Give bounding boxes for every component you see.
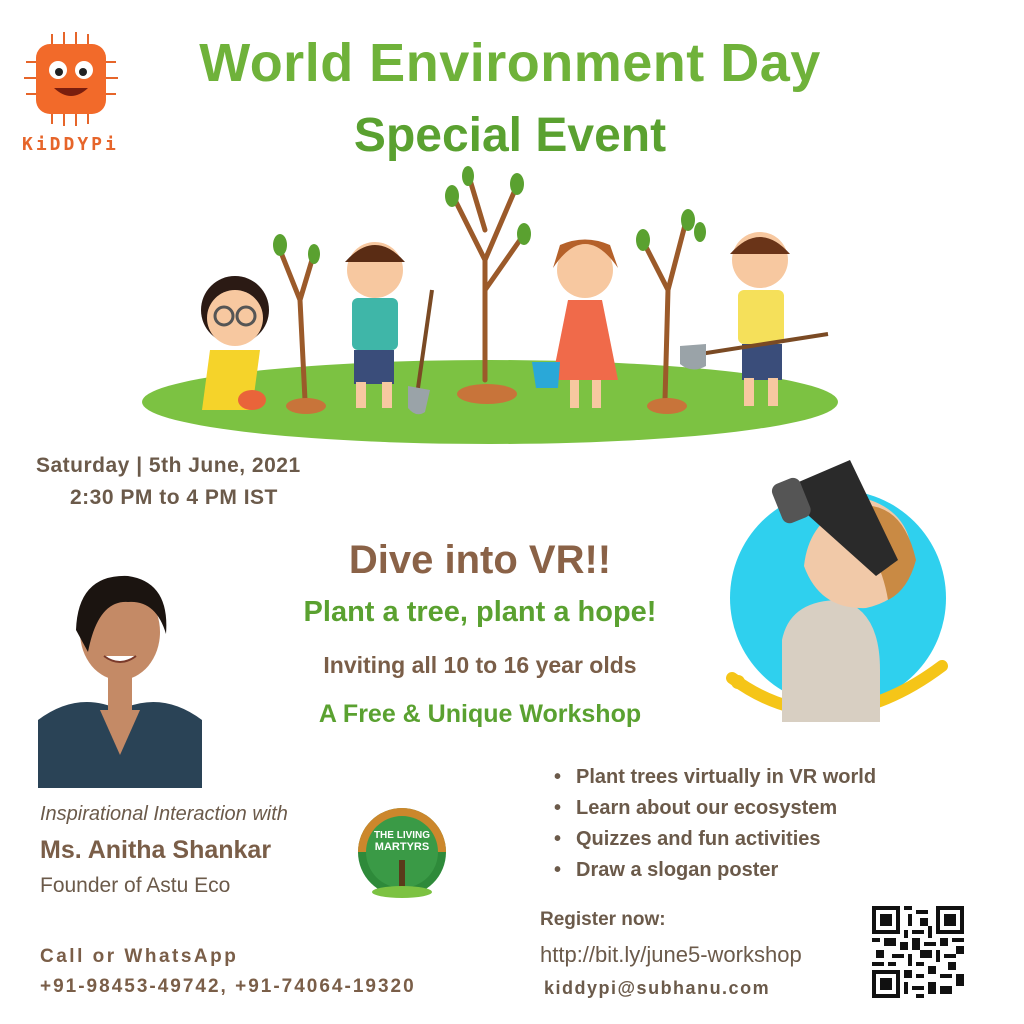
event-time: 2:30 PM to 4 PM IST [70,486,278,509]
activity-list [552,764,876,888]
promo-headline: Dive into VR!! [348,538,612,582]
kiddypi-logo-icon [22,28,122,128]
speaker-intro: Inspirational Interaction with [40,803,288,825]
contact-label: Call or WhatsApp [40,946,239,967]
living-martyrs-logo [354,800,450,904]
speaker-photo [38,560,202,788]
qr-code-icon[interactable] [872,906,964,998]
contact-phones[interactable]: +91-98453-49742, +91-74064-19320 [40,976,416,997]
register-link[interactable]: http://bit.ly/june5-workshop [540,942,802,967]
register-label: Register now: [540,909,666,930]
list-item: • Plant trees virtually in VR world [552,764,876,795]
partner-line2: MARTYRS [374,841,430,853]
event-title: World Environment Day [199,33,821,93]
contact-email[interactable]: kiddypi@subhanu.com [544,978,771,998]
speaker-role: Founder of Astu Eco [40,874,231,897]
list-item: • Quizzes and fun activities [552,826,876,857]
kids-planting-trees-illustration [140,150,850,450]
vr-boy-illustration [720,450,960,740]
list-item: • Draw a slogan poster [552,857,876,888]
list-item: • Learn about our ecosystem [552,795,876,826]
partner-line1: THE LIVING [373,830,431,841]
promo-audience: Inviting all 10 to 16 year olds [323,652,637,678]
brand-name: KiDDYPi [22,134,119,155]
event-subtitle: Special Event [353,109,667,162]
promo-offer: A Free & Unique Workshop [318,700,642,728]
speaker-name: Ms. Anitha Shankar [40,836,272,864]
promo-tagline: Plant a tree, plant a hope! [303,596,657,628]
event-date: Saturday | 5th June, 2021 [36,454,301,477]
